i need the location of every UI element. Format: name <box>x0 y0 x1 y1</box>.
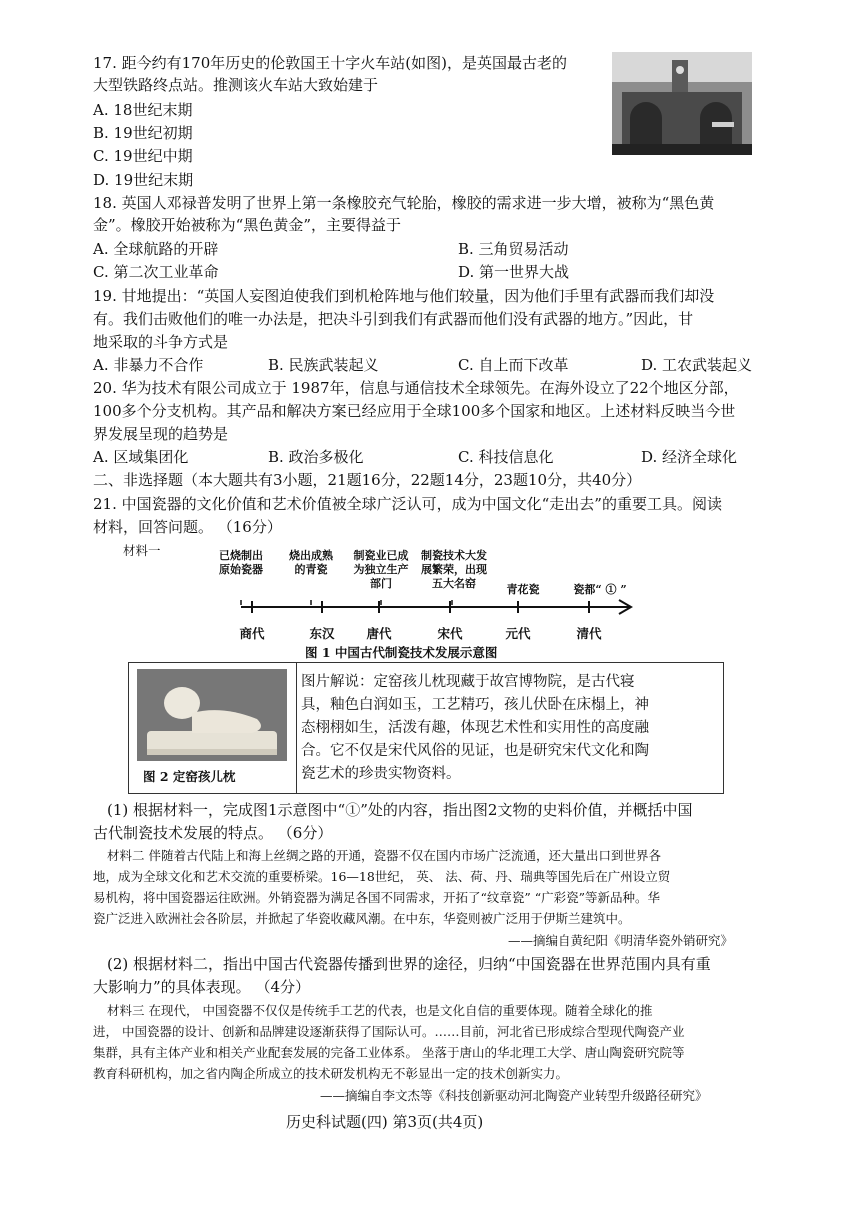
fig2-text-line3: 态栩栩如生，活泼有趣，体现艺术性和实用性的高度融 <box>301 720 649 736</box>
q18-option-d: D. 第一世界大战 <box>458 263 570 281</box>
material-3-line3: 集群，具有主体产业和相关产业配套发展的完备工业体系。 坐落于唐山的华北理工大学、唐山陶瓷研究院等 <box>93 1045 685 1060</box>
fig2-caption: 图 2 定窑孩儿枕 <box>143 769 236 784</box>
q21-sub2-line2: 大影响力”的具体表现。 （4分） <box>93 978 310 996</box>
q19-stem-line1: 19. 甘地提出：“英国人妄图迫使我们到机枪阵地与他们较量，因为他们手里有武器而我们却没 <box>93 287 715 305</box>
q20-option-c: C. 科技信息化 <box>458 448 554 466</box>
section-2-heading: 二、非选择题（本大题共有3小题，21题16分，22题14分，23题10分，共40分） <box>93 471 642 489</box>
q17-option-d: D. 19世纪末期 <box>93 171 194 189</box>
q19-option-d: D. 工农武装起义 <box>641 356 753 374</box>
q19-option-a: A. 非暴力不合作 <box>93 356 204 374</box>
material-3-line4: 教育科研机构，加之省内陶企所成立的技术研发机构无不彰显出一定的技术创新实力。 <box>93 1066 569 1081</box>
kings-cross-station-photo <box>612 52 752 155</box>
q18-option-c: C. 第二次工业革命 <box>93 263 219 281</box>
fig2-text-line4: 合。它不仅是宋代风俗的见证，也是研究宋代文化和陶 <box>301 743 649 759</box>
fig2-box <box>128 662 724 794</box>
q19-option-b: B. 民族武装起义 <box>268 356 379 374</box>
q21-stem-line1: 21. 中国瓷器的文化价值和艺术价值被全球广泛认可，成为中国文化“走出去”的重要工具。阅读 <box>93 495 722 513</box>
material-3-line2: 进， 中国瓷器的设计、创新和品牌建设逐渐获得了国际认可。……目前，河北省已形成综合型现代陶瓷产业 <box>93 1024 685 1039</box>
q18-option-b: B. 三角贸易活动 <box>458 240 569 258</box>
q19-option-c: C. 自上而下改革 <box>458 356 569 374</box>
q17-option-a: A. 18世纪末期 <box>93 101 193 119</box>
timeline-label-2: 烧出成熟的青瓷 <box>289 549 333 576</box>
q18-stem-line2: 金”。橡胶开始被称为“黑色黄金”，主要得益于 <box>93 216 402 234</box>
q21-sub2-line1: (2) 根据材料二，指出中国古代瓷器传播到世界的途径，归纳“中国瓷器在世界范围内具有重 <box>107 955 711 973</box>
fig1-caption: 图 1 中国古代制瓷技术发展示意图 <box>305 645 498 660</box>
q21-sub1-line1: (1) 根据材料一，完成图1示意图中“①”处的内容，指出图2文物的史料价值，并概括中国 <box>107 801 693 819</box>
fig2-image-panel <box>129 663 297 793</box>
q19-stem-line2: 有。我们击败他们的唯一办法是，把决斗引到我们有武器而他们没有武器的地方。”因此，甘 <box>93 310 694 328</box>
q20-stem-line3: 界发展呈现的趋势是 <box>93 425 229 443</box>
material-1-label: 材料一 <box>123 543 161 558</box>
q17-option-b: B. 19世纪初期 <box>93 124 193 142</box>
era-tang: 唐代 <box>366 626 392 641</box>
material-2-line2: 地，成为全球文化和艺术交流的重要桥梁。16—18世纪， 英、 法、荷、丹、瑞典等国先后在广州设立贸 <box>93 869 671 884</box>
porcelain-timeline <box>205 545 645 665</box>
q17-stem-line2: 大型铁路终点站。推测该火车站大致始建于 <box>93 76 379 94</box>
q21-sub1-line2: 古代制瓷技术发展的特点。 （6分） <box>93 824 333 842</box>
era-song: 宋代 <box>437 626 463 641</box>
material-2-line3: 易机构，将中国瓷器运往欧洲。外销瓷器为满足各国不同需求，开拓了“纹章瓷” “广彩瓷”等新品种。华 <box>93 890 661 905</box>
q20-option-b: B. 政治多极化 <box>268 448 364 466</box>
q20-option-a: A. 区域集团化 <box>93 448 189 466</box>
material-2-line1: 材料二 伴随着古代陆上和海上丝绸之路的开通，瓷器不仅在国内市场广泛流通，还大量出口到世界各 <box>107 848 661 863</box>
era-shang: 商代 <box>239 626 265 641</box>
timeline-label-6: 瓷都“ ① ” <box>573 583 627 596</box>
era-donghan: 东汉 <box>309 626 335 641</box>
q20-stem-line1: 20. 华为技术有限公司成立于 1987年，信息与通信技术全球领先。在海外设立了22个地区分部， <box>93 379 739 397</box>
timeline-label-4: 制瓷技术大发展繁荣，出现五大名窑 <box>421 549 487 590</box>
q17-stem-line1: 17. 距今约有170年历史的伦敦国王十字火车站(如图)，是英国最古老的 <box>93 54 567 72</box>
material-2-line4: 瓷广泛进入欧洲社会各阶层，并掀起了华瓷收藏风潮。在中东，华瓷则被广泛用于伊斯兰建筑中。 <box>93 911 631 926</box>
fig2-text-line1: 图片解说：定窑孩儿枕现藏于故宫博物院，是古代寝 <box>301 674 635 690</box>
q20-option-d: D. 经济全球化 <box>641 448 738 466</box>
q19-stem-line3: 地采取的斗争方式是 <box>93 333 229 351</box>
ding-ware-pillow-image <box>137 669 287 761</box>
material-3-source: ——摘编自李文杰等《科技创新驱动河北陶瓷产业转型升级路径研究》 <box>320 1088 708 1103</box>
q18-option-a: A. 全球航路的开辟 <box>93 240 219 258</box>
timeline-label-3: 制瓷业已成为独立生产部门 <box>353 549 409 590</box>
page-footer: 历史科试题(四) 第3页(共4页) <box>286 1113 484 1131</box>
material-2-source: ——摘编自黄纪阳《明清华瓷外销研究》 <box>508 933 734 948</box>
q18-stem-line1: 18. 英国人邓禄普发明了世界上第一条橡胶充气轮胎，橡胶的需求进一步大增，被称为“黑色黄 <box>93 194 715 212</box>
timeline-label-5: 青花瓷 <box>506 583 540 596</box>
material-3-line1: 材料三 在现代， 中国瓷器不仅仅是传统手工艺的代表，也是文化自信的重要体现。随着全球化的推 <box>107 1003 653 1018</box>
q17-option-c: C. 19世纪中期 <box>93 147 193 165</box>
era-yuan: 元代 <box>505 626 531 641</box>
fig2-text-line2: 具，釉色白润如玉，工艺精巧，孩儿伏卧在床榻上，神 <box>301 697 649 713</box>
q21-stem-line2: 材料，回答问题。 （16分） <box>93 518 282 536</box>
q20-stem-line2: 100多个分支机构。其产品和解决方案已经应用于全球100多个国家和地区。上述材料反映当今世 <box>93 402 736 420</box>
timeline-label-1: 已烧制出原始瓷器 <box>219 549 263 576</box>
fig2-text-line5: 瓷艺术的珍贵实物资料。 <box>301 766 461 782</box>
era-qing: 清代 <box>576 626 602 641</box>
